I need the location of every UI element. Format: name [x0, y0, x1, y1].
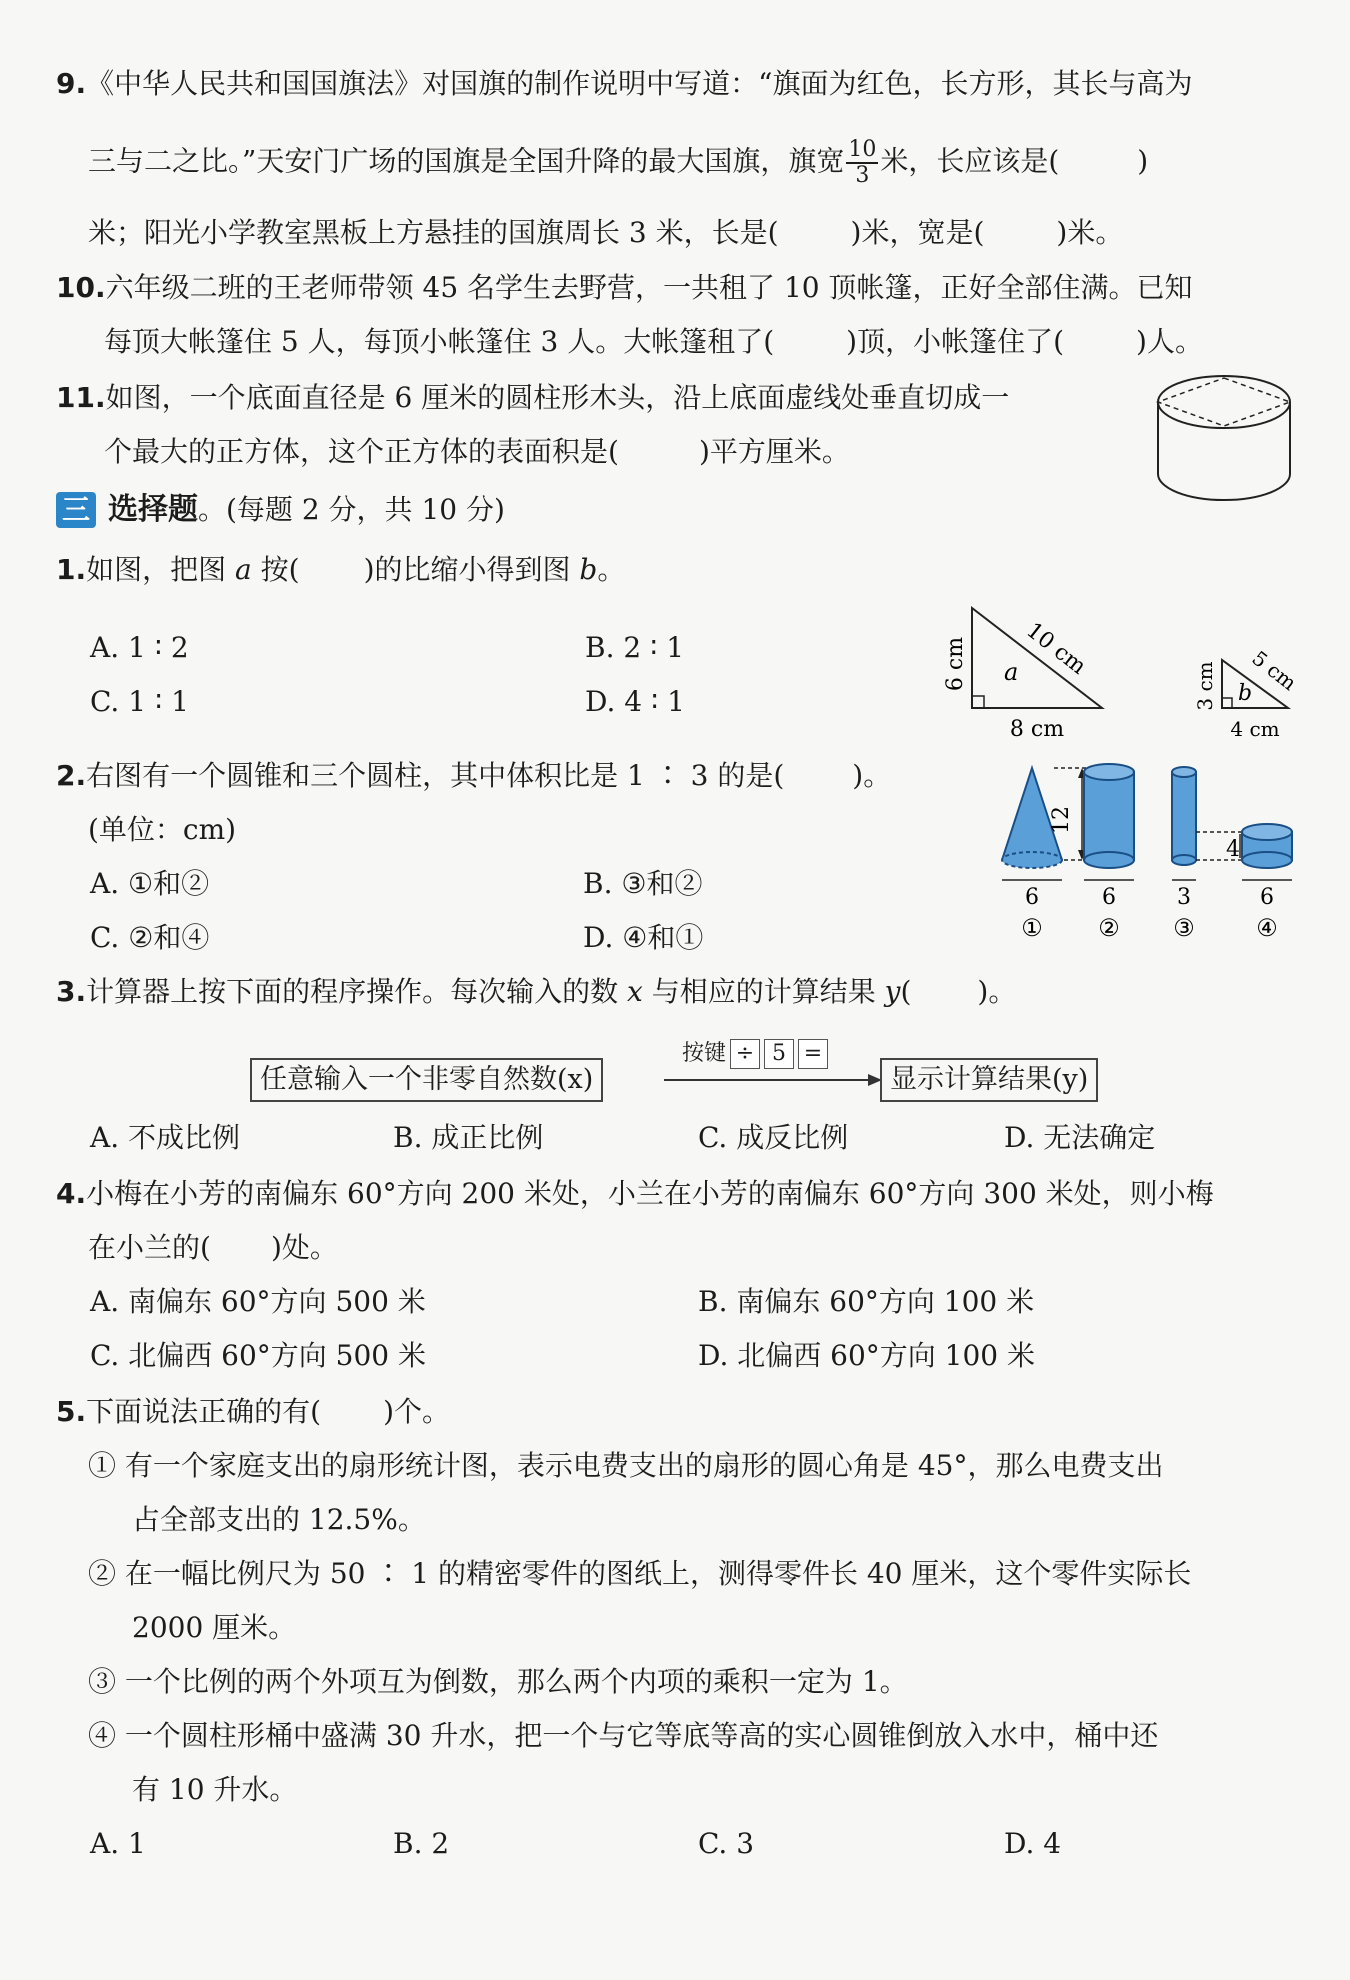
c5-stem-a: 下面说法正确的有( — [86, 1395, 322, 1428]
five-key: 5 — [764, 1039, 794, 1069]
q9-text-2b: 米，长应该是( — [880, 144, 1060, 178]
c3-stem — [56, 972, 1016, 1012]
c5-stem — [56, 1392, 450, 1432]
q11-line2 — [104, 432, 850, 472]
c4-option-d[interactable]: D. 北偏西 60°方向 100 米 — [698, 1339, 1036, 1372]
solid-label-3: ③ — [1173, 914, 1195, 942]
q10-text-2b: )顶，小帐篷住了( — [846, 325, 1065, 358]
width-3: 3 — [1177, 885, 1191, 910]
c3-stem-a: 计算器上按下面的程序操作。每次输入的数 — [86, 975, 628, 1008]
height-4-label: 4 — [1226, 837, 1240, 862]
section-note: 。(每题 2 分，共 10 分) — [198, 493, 505, 526]
c1-stem-a: 如图，把图 — [86, 553, 236, 586]
c1-option-a[interactable]: A. 1 ∶ 2 — [90, 631, 189, 664]
c5-option-c[interactable]: C. 3 — [698, 1827, 755, 1860]
q9-line3 — [88, 213, 1123, 253]
q11-text-1: 如图，一个底面直径是 6 厘米的圆柱形木头，沿上底面虚线处垂直切成一 — [105, 381, 1010, 414]
c5-mark-2: ② — [88, 1557, 117, 1590]
q11-line1 — [56, 378, 1009, 418]
c3-input-box: 任意输入一个非零自然数(x) — [250, 1058, 603, 1102]
c2-option-d[interactable]: D. ④和① — [583, 921, 704, 954]
q10-line1 — [56, 268, 1192, 308]
c1-triangles-figure — [940, 596, 1310, 746]
solid-label-4: ④ — [1256, 914, 1278, 942]
q9-frac-num: 10 — [848, 137, 877, 162]
c4-option-a[interactable]: A. 南偏东 60°方向 500 米 — [90, 1285, 426, 1318]
c5-statement-4 — [88, 1716, 1158, 1756]
height-12-label: 12 — [1049, 806, 1074, 834]
c2-number: 2. — [56, 759, 87, 792]
c3-option-c[interactable]: C. 成反比例 — [698, 1121, 849, 1154]
c5-s1-line2: 占全部支出的 12.5%。 — [132, 1503, 426, 1536]
section-badge: 三 — [56, 492, 96, 528]
c3-option-b[interactable]: B. 成正比例 — [393, 1121, 544, 1154]
c2-unit: (单位：cm) — [88, 813, 237, 846]
triangle-b-base: 4 cm — [1230, 717, 1280, 741]
solid-label-1: ① — [1021, 914, 1043, 942]
triangle-a-label: a — [1004, 658, 1019, 686]
c5-mark-3: ③ — [88, 1665, 117, 1698]
c3-output-box: 显示计算结果(y) — [880, 1058, 1098, 1102]
c1-option-b[interactable]: B. 2 ∶ 1 — [585, 631, 685, 664]
c5-s3-line1: 一个比例的两个外项互为倒数，那么两个内项的乘积一定为 1。 — [124, 1665, 908, 1698]
cylinder-3 — [1172, 772, 1196, 860]
triangle-a-hyp: 10 cm — [1021, 618, 1091, 680]
triangle-b-side: 3 cm — [1193, 661, 1217, 711]
q9-fraction — [846, 138, 878, 188]
c5-statement-1 — [88, 1446, 1163, 1486]
q9-line1 — [56, 64, 1192, 104]
c1-option-c[interactable]: C. 1 ∶ 1 — [90, 685, 189, 718]
c2-stem-text: 右图有一个圆锥和三个圆柱，其中体积比是 1 ∶ 3 的是( — [86, 759, 785, 792]
c1-var-b: b — [579, 553, 598, 586]
equals-key: = — [798, 1039, 828, 1069]
q11-text-2b: )平方厘米。 — [698, 435, 850, 468]
c2-stem — [56, 756, 891, 796]
width-2: 6 — [1102, 885, 1116, 910]
c5-statement-2 — [88, 1554, 1191, 1594]
c2-stem-end: )。 — [852, 759, 892, 792]
c5-mark-1: ① — [88, 1449, 117, 1482]
c5-mark-4: ④ — [88, 1719, 117, 1752]
q11-text-2a: 个最大的正方体，这个正方体的表面积是( — [104, 435, 619, 468]
c4-text-1: 小梅在小芳的南偏东 60°方向 200 米处，小兰在小芳的南偏东 60°方向 300 米处，则小梅 — [86, 1177, 1214, 1210]
c5-s1-line1: 有一个家庭支出的扇形统计图，表示电费支出的扇形的圆心角是 45°，那么电费支出 — [124, 1449, 1164, 1482]
c3-var-y: y — [884, 975, 901, 1008]
c1-option-d[interactable]: D. 4 ∶ 1 — [585, 685, 685, 718]
q9-number: 9. — [56, 67, 87, 100]
q10-text-2a: 每顶大帐篷住 5 人，每顶小帐篷住 3 人。大帐篷租了( — [104, 325, 775, 358]
c1-var-a: a — [235, 553, 252, 586]
q9-text-2a: 三与二之比。”天安门广场的国旗是全国升降的最大国旗，旗宽 — [88, 144, 845, 178]
c5-s4-line1: 一个圆柱形桶中盛满 30 升水，把一个与它等底等高的实心圆锥倒放入水中，桶中还 — [124, 1719, 1159, 1752]
solid-label-2: ② — [1098, 914, 1120, 942]
c3-key-label: 按键 — [682, 1041, 727, 1066]
c1-stem-c: )的比缩小得到图 — [363, 553, 580, 586]
q10-number: 10. — [56, 271, 106, 304]
triangle-a-base: 8 cm — [1009, 717, 1065, 742]
width-1: 6 — [1025, 885, 1039, 910]
c5-stem-b: )个。 — [383, 1395, 450, 1428]
c3-stem-c: ( — [900, 975, 912, 1008]
c5-s2-line2: 2000 厘米。 — [132, 1611, 297, 1644]
c5-option-b[interactable]: B. 2 — [393, 1827, 450, 1860]
q10-text-2c: )人。 — [1136, 325, 1203, 358]
c1-stem-b: 按( — [251, 553, 300, 586]
c5-option-a[interactable]: A. 1 — [90, 1827, 146, 1860]
q11-cylinder-figure — [1150, 372, 1300, 506]
c3-keys — [682, 1034, 828, 1074]
c5-option-d[interactable]: D. 4 — [1004, 1827, 1062, 1860]
c4-line2 — [88, 1228, 338, 1268]
q9-text-1: 《中华人民共和国国旗法》对国旗的制作说明中写道：“旗面为红色，长方形，其长与高为 — [86, 67, 1193, 100]
c4-number: 4. — [56, 1177, 87, 1210]
c4-line1 — [56, 1174, 1214, 1214]
q9-line2 — [88, 138, 1148, 188]
width-4: 6 — [1260, 885, 1274, 910]
c3-var-x: x — [627, 975, 643, 1008]
c3-stem-b: 与相应的计算结果 — [642, 975, 885, 1008]
c2-solids-figure — [994, 756, 1314, 946]
c3-stem-d: )。 — [977, 975, 1017, 1008]
q9-text-3a: 米；阳光小学教室黑板上方悬挂的国旗周长 3 米，长是( — [88, 216, 779, 249]
c3-flow-arrow — [664, 1070, 884, 1090]
q9-text-2c: ) — [1137, 144, 1149, 178]
cylinder-2 — [1084, 772, 1134, 860]
c4-option-c[interactable]: C. 北偏西 60°方向 500 米 — [90, 1339, 427, 1372]
section-title — [108, 490, 505, 530]
c2-option-a[interactable]: A. ①和② — [90, 867, 210, 900]
c4-text-2b: )处。 — [270, 1231, 338, 1264]
c1-stem — [56, 550, 625, 590]
c3-number: 3. — [56, 975, 87, 1008]
c5-number: 5. — [56, 1395, 87, 1428]
q10-text-1: 六年级二班的王老师带领 45 名学生去野营，一共租了 10 顶帐篷，正好全部住满。已知 — [105, 271, 1193, 304]
c3-option-a[interactable]: A. 不成比例 — [90, 1121, 241, 1154]
section-title-text: 选择题 — [108, 492, 198, 527]
triangle-b-hyp: 5 cm — [1247, 645, 1302, 696]
triangle-b-label: b — [1238, 681, 1253, 706]
q10-line2 — [104, 322, 1203, 362]
c5-s2-line1: 在一幅比例尺为 50 ∶ 1 的精密零件的图纸上，测得零件长 40 厘米，这个零件实际长 — [124, 1557, 1192, 1590]
c4-text-2a: 在小兰的( — [88, 1231, 211, 1264]
c5-s4-line2: 有 10 升水。 — [132, 1773, 298, 1806]
q9-text-3c: )米。 — [1056, 216, 1124, 249]
c3-option-d[interactable]: D. 无法确定 — [1004, 1121, 1156, 1154]
c5-statement-3 — [88, 1662, 908, 1702]
c1-number: 1. — [56, 553, 87, 586]
c1-stem-d: 。 — [597, 553, 626, 586]
q11-number: 11. — [56, 381, 106, 414]
q9-text-3b: )米，宽是( — [850, 216, 985, 249]
c2-option-c[interactable]: C. ②和④ — [90, 921, 210, 954]
divide-key: ÷ — [730, 1039, 760, 1069]
triangle-a-side: 6 cm — [943, 636, 968, 692]
q9-frac-den: 3 — [855, 163, 870, 188]
c4-option-b[interactable]: B. 南偏东 60°方向 100 米 — [698, 1285, 1035, 1318]
c2-option-b[interactable]: B. ③和② — [583, 867, 703, 900]
